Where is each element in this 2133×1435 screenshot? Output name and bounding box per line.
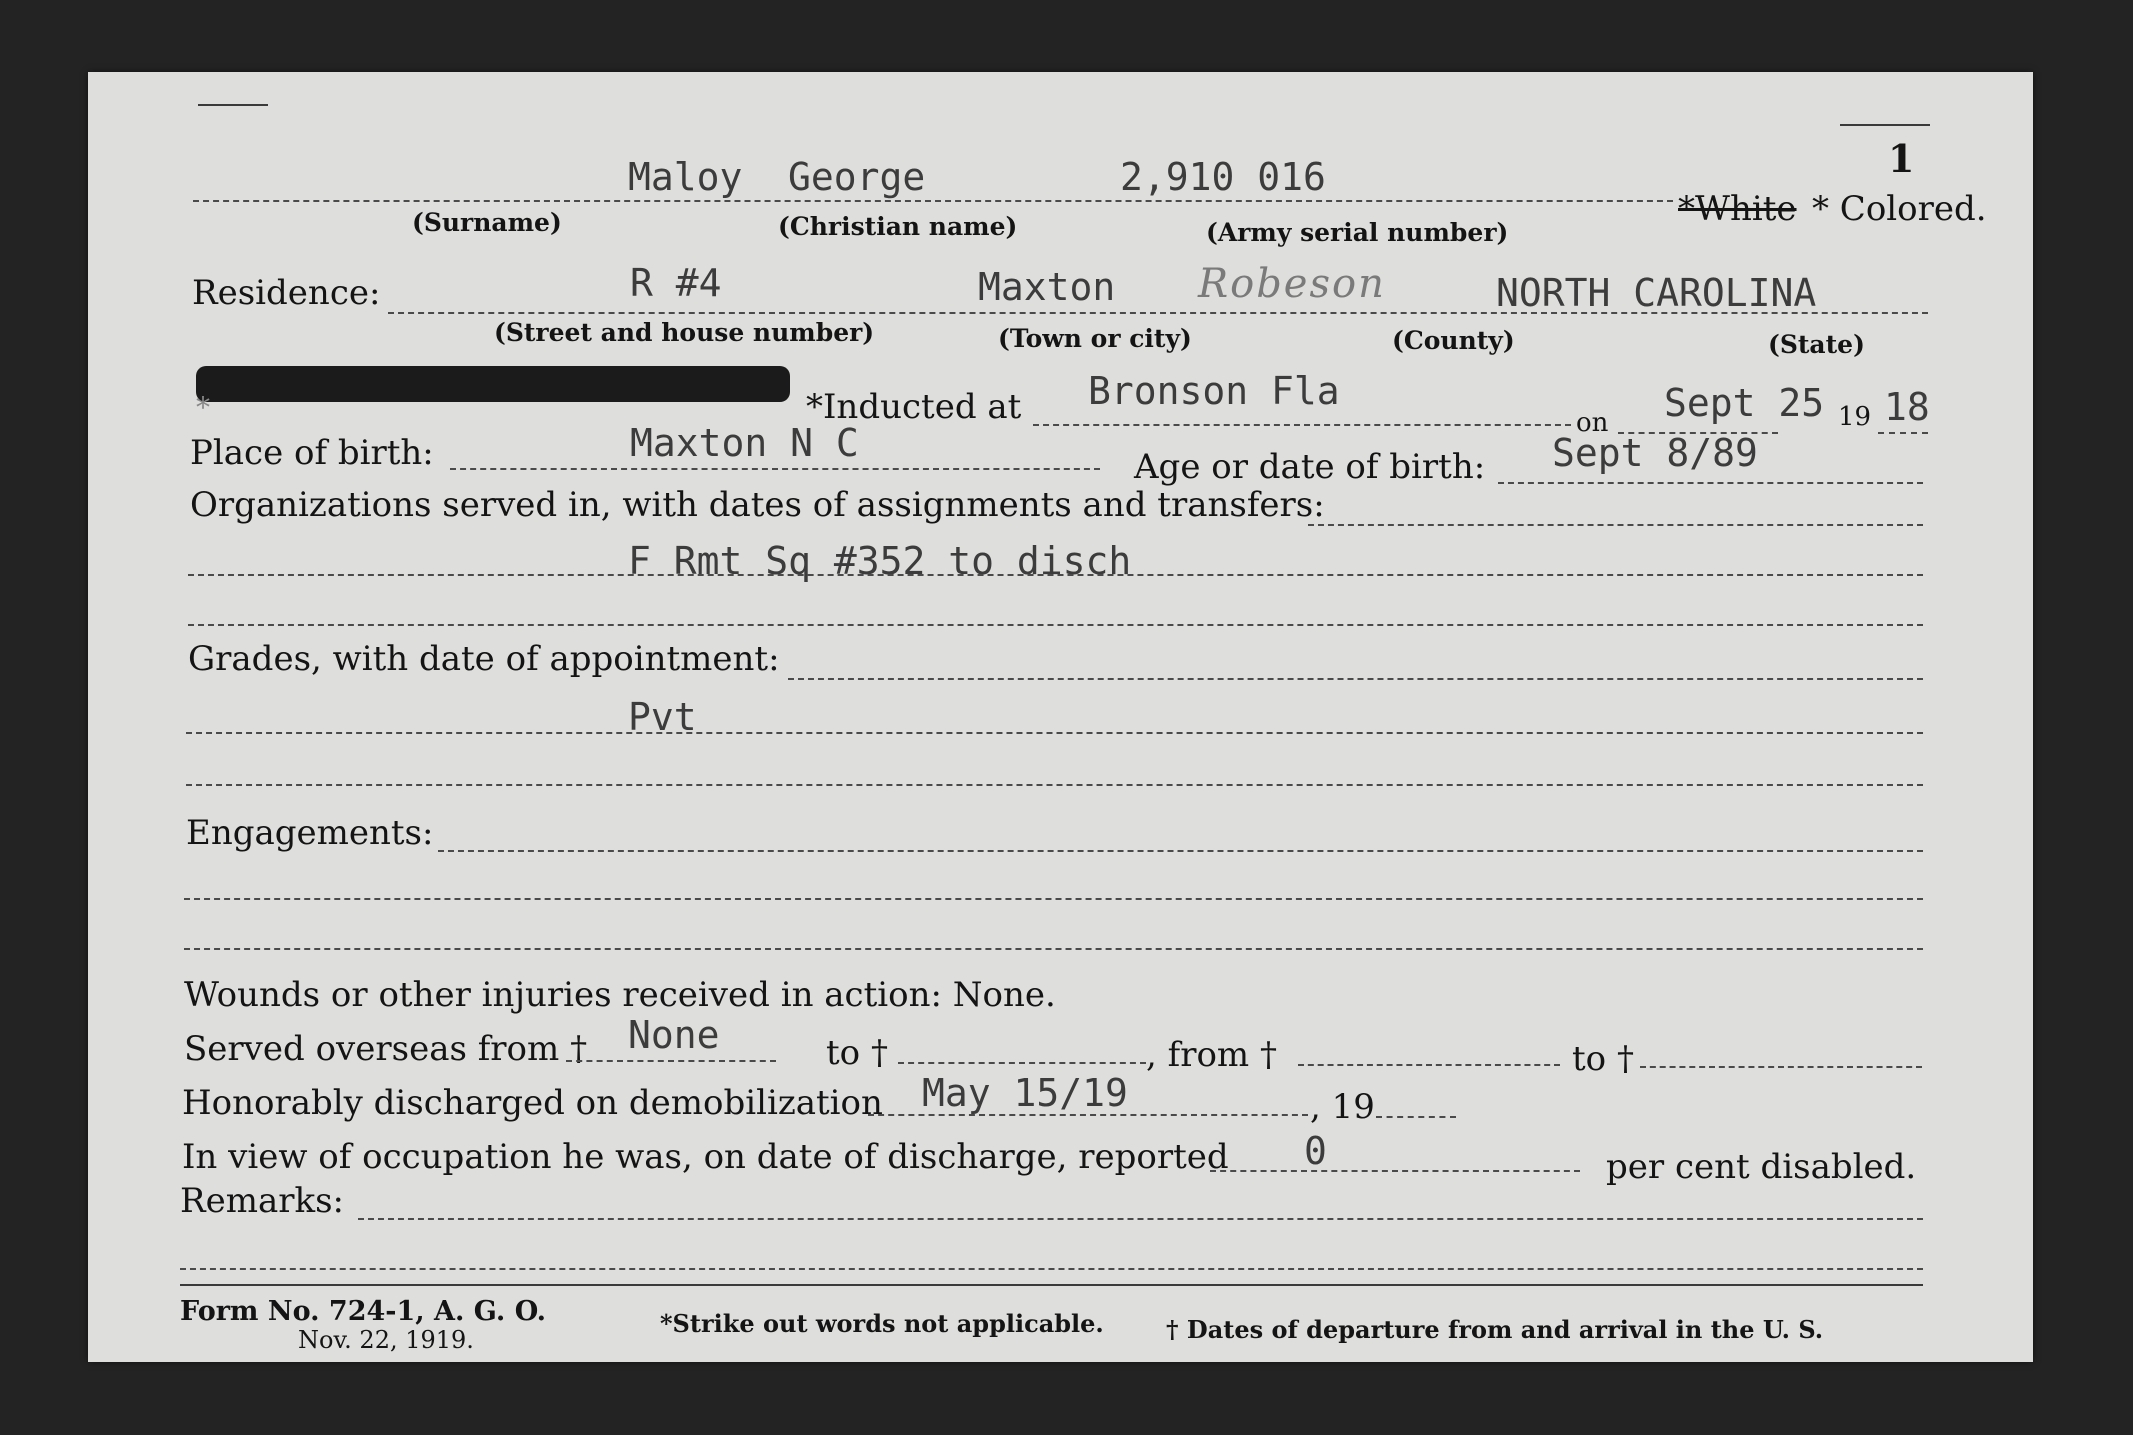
service-card (88, 72, 2033, 1362)
discharged-label: Honorably discharged on demobilization (182, 1083, 883, 1123)
wounds-label: Wounds or other injuries received in action: None. (184, 975, 1056, 1015)
top-right-rule (1840, 124, 1930, 126)
town-caption: (Town or city) (998, 324, 1192, 353)
inducted-year-value: 18 (1884, 385, 1930, 429)
overseas-label: Served overseas from † (184, 1029, 588, 1069)
county-value: Robeson (1198, 261, 1386, 307)
percent-label: per cent disabled. (1606, 1147, 1917, 1187)
engagements-label: Engagements: (186, 813, 434, 853)
overseas-from2-line (1298, 1064, 1560, 1066)
orgs-line-3 (188, 624, 1923, 626)
grades-value: Pvt (628, 695, 697, 739)
inducted-label: *Inducted at (806, 387, 1022, 427)
orgs-line-1 (1308, 524, 1923, 526)
overseas-from2-label: , from † (1146, 1035, 1277, 1075)
remarks-line-2 (180, 1268, 1923, 1270)
percent-disabled-value: 0 (1304, 1129, 1327, 1173)
orgs-value: F Rmt Sq #352 to disch (628, 539, 1132, 583)
overseas-to2-label: to † (1572, 1039, 1634, 1079)
county-caption: (County) (1392, 326, 1515, 355)
residence-label: Residence: (192, 273, 381, 313)
grades-label: Grades, with date of appointment: (188, 639, 780, 679)
top-rule (198, 104, 268, 106)
state-caption: (State) (1768, 330, 1865, 359)
discharged-line (868, 1114, 1308, 1116)
footnote-strike: *Strike out words not applicable. (660, 1309, 1104, 1338)
redacted-remnant: * (196, 391, 210, 424)
street-caption: (Street and house number) (494, 318, 875, 347)
on-label: on (1576, 408, 1609, 438)
inducted-at-value: Bronson Fla (1088, 369, 1340, 413)
form-date: Nov. 22, 1919. (298, 1326, 474, 1354)
percent-line (1210, 1170, 1580, 1172)
engagements-line-1 (438, 850, 1923, 852)
race-white: *White (1678, 189, 1797, 229)
birthdate-value: Sept 8/89 (1552, 431, 1758, 475)
name-line (193, 200, 1673, 202)
overseas-to2-line (1640, 1066, 1922, 1068)
serial-number-value: 2,910 016 (1120, 155, 1326, 199)
overseas-from-line (566, 1060, 776, 1062)
engagements-line-3 (184, 948, 1923, 950)
surname-caption: (Surname) (412, 208, 562, 237)
orgs-label: Organizations served in, with dates of assignments and transfers: (190, 485, 1325, 525)
birthdate-label: Age or date of birth: (1134, 447, 1486, 487)
year-prefix-label: 19 (1838, 402, 1872, 432)
birthdate-line (1498, 482, 1923, 484)
grades-line-1 (788, 678, 1923, 680)
christian-name-caption: (Christian name) (778, 212, 1018, 241)
footer-rule (180, 1284, 1923, 1286)
grades-line-2 (186, 732, 1923, 734)
engagements-line-2 (184, 898, 1923, 900)
street-value: R #4 (630, 261, 722, 305)
footnote-dates: † Dates of departure from and arrival in the U. S. (1166, 1315, 1824, 1344)
inducted-line (1033, 424, 1571, 426)
christian-name-value: George (788, 155, 926, 199)
birthplace-label: Place of birth: (190, 433, 434, 473)
race-colored: * Colored. (1812, 189, 1987, 229)
remarks-label: Remarks: (180, 1181, 344, 1221)
discharged-19-label: , 19 (1310, 1087, 1375, 1127)
form-number: Form No. 724-1, A. G. O. (180, 1296, 547, 1327)
birthplace-value: Maxton N C (630, 421, 859, 465)
surname-value: Maloy (628, 155, 743, 199)
overseas-to-line (898, 1062, 1146, 1064)
town-value: Maxton (978, 265, 1116, 309)
birthplace-line (450, 468, 1100, 470)
remarks-line-1 (358, 1218, 1923, 1220)
inducted-date-value: Sept 25 (1664, 381, 1825, 425)
occupation-label: In view of occupation he was, on date of discharge, reported (182, 1137, 1229, 1177)
discharged-year-line (1376, 1116, 1456, 1118)
card-number: 1 (1888, 136, 1915, 181)
serial-number-caption: (Army serial number) (1206, 218, 1509, 247)
overseas-to-label: to † (826, 1033, 888, 1073)
inducted-year-line (1878, 432, 1928, 434)
orgs-line-2 (188, 574, 1923, 576)
overseas-from-value: None (628, 1013, 720, 1057)
state-value: NORTH CAROLINA (1496, 271, 1817, 315)
residence-line (388, 312, 1928, 314)
grades-line-3 (186, 784, 1923, 786)
redaction-bar (196, 366, 790, 402)
discharged-value: May 15/19 (922, 1071, 1128, 1115)
